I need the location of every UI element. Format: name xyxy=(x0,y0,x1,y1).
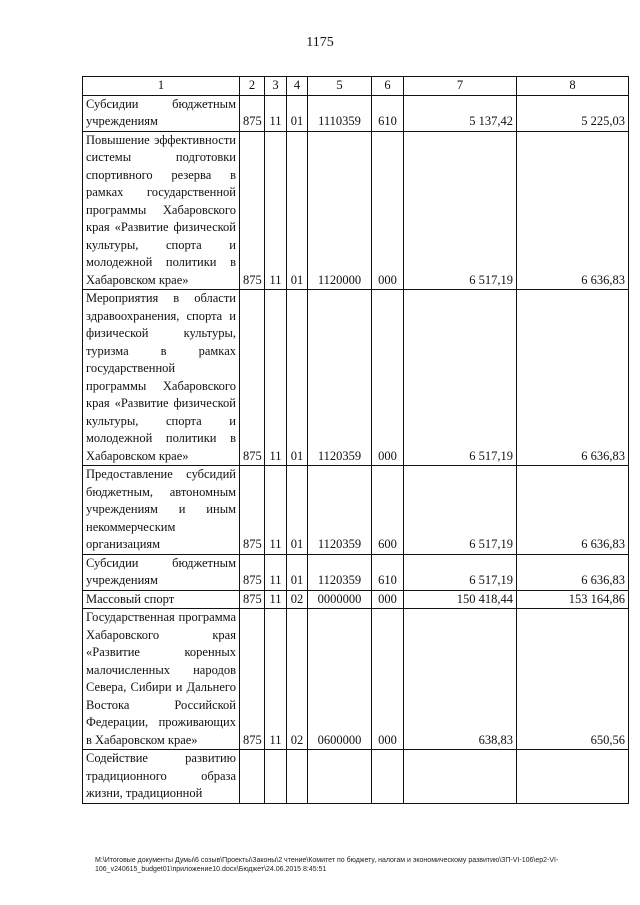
column-header: 6 xyxy=(372,77,404,96)
cell-section: 11 xyxy=(265,609,287,750)
cell-amount-1: 150 418,44 xyxy=(404,590,517,609)
cell-amount-2: 5 225,03 xyxy=(517,95,629,131)
cell-section: 11 xyxy=(265,131,287,290)
table-row xyxy=(83,554,629,590)
cell-section: 11 xyxy=(265,554,287,590)
cell-amount-2: 6 636,83 xyxy=(517,466,629,555)
cell-expense-type: 000 xyxy=(372,609,404,750)
row-name: Содействие развитию традиционного образа жизни, традиционной xyxy=(83,750,240,804)
table-row xyxy=(83,290,629,466)
cell-target-article: 1120000 xyxy=(308,131,372,290)
cell-amount-2: 6 636,83 xyxy=(517,131,629,290)
cell-subsection xyxy=(287,750,308,804)
cell-amount-2: 153 164,86 xyxy=(517,590,629,609)
cell-ministry: 875 xyxy=(240,131,265,290)
row-name: Массовый спорт xyxy=(83,590,240,609)
cell-target-article xyxy=(308,750,372,804)
cell-amount-2: 650,56 xyxy=(517,609,629,750)
cell-amount-1: 6 517,19 xyxy=(404,290,517,466)
cell-section: 11 xyxy=(265,290,287,466)
row-name: Государственная программа Хабаровского края «Развитие коренных малочисленных народов Севера, Сибири и Дальнего Востока Российской Федерации, проживающих в Хабаровском крае» xyxy=(83,609,240,750)
cell-target-article: 1110359 xyxy=(308,95,372,131)
cell-expense-type: 610 xyxy=(372,95,404,131)
cell-target-article: 1120359 xyxy=(308,290,372,466)
cell-ministry: 875 xyxy=(240,290,265,466)
cell-section: 11 xyxy=(265,590,287,609)
row-name: Субсидии бюджетным учреждениям xyxy=(83,95,240,131)
cell-subsection: 01 xyxy=(287,131,308,290)
cell-subsection: 01 xyxy=(287,466,308,555)
row-name: Мероприятия в области здравоохранения, спорта и физической культуры, туризма в рамках государственной программы Хабаровского края «Развитие физической культуры, спорта и молодежной политики в Хабаровском крае» xyxy=(83,290,240,466)
cell-expense-type: 000 xyxy=(372,131,404,290)
cell-amount-2: 6 636,83 xyxy=(517,290,629,466)
cell-amount-2: 6 636,83 xyxy=(517,554,629,590)
cell-amount-2 xyxy=(517,750,629,804)
cell-section: 11 xyxy=(265,466,287,555)
table-header-row xyxy=(83,77,629,96)
cell-expense-type: 000 xyxy=(372,290,404,466)
column-header: 1 xyxy=(83,77,240,96)
column-header: 3 xyxy=(265,77,287,96)
table-row xyxy=(83,466,629,555)
cell-subsection: 01 xyxy=(287,554,308,590)
cell-target-article: 1120359 xyxy=(308,554,372,590)
cell-ministry: 875 xyxy=(240,466,265,555)
cell-expense-type xyxy=(372,750,404,804)
table-row xyxy=(83,95,629,131)
column-header: 8 xyxy=(517,77,629,96)
cell-subsection: 02 xyxy=(287,590,308,609)
cell-section: 11 xyxy=(265,95,287,131)
cell-subsection: 01 xyxy=(287,95,308,131)
column-header: 2 xyxy=(240,77,265,96)
cell-amount-1: 6 517,19 xyxy=(404,466,517,555)
cell-ministry: 875 xyxy=(240,554,265,590)
cell-ministry xyxy=(240,750,265,804)
row-name: Предоставление субсидий бюджетным, автономным учреждениям и иным некоммерческим организациям xyxy=(83,466,240,555)
table-row xyxy=(83,131,629,290)
cell-target-article: 1120359 xyxy=(308,466,372,555)
cell-section xyxy=(265,750,287,804)
cell-expense-type: 000 xyxy=(372,590,404,609)
cell-amount-1: 6 517,19 xyxy=(404,131,517,290)
budget-table xyxy=(82,76,629,804)
cell-ministry: 875 xyxy=(240,590,265,609)
cell-target-article: 0000000 xyxy=(308,590,372,609)
cell-ministry: 875 xyxy=(240,609,265,750)
page-number: 1175 xyxy=(306,35,334,50)
column-header: 4 xyxy=(287,77,308,96)
cell-amount-1 xyxy=(404,750,517,804)
table-row xyxy=(83,590,629,609)
cell-amount-1: 638,83 xyxy=(404,609,517,750)
cell-subsection: 02 xyxy=(287,609,308,750)
cell-amount-1: 5 137,42 xyxy=(404,95,517,131)
cell-ministry: 875 xyxy=(240,95,265,131)
table-row xyxy=(83,750,629,804)
row-name: Субсидии бюджетным учреждениям xyxy=(83,554,240,590)
cell-expense-type: 600 xyxy=(372,466,404,555)
table-row xyxy=(83,609,629,750)
column-header: 7 xyxy=(404,77,517,96)
column-header: 5 xyxy=(308,77,372,96)
cell-subsection: 01 xyxy=(287,290,308,466)
row-name: Повышение эффективности системы подготовки спортивного резерва в рамках государственной программы Хабаровского края «Развитие физической культуры, спорта и молодежной политики в Хабаровском крае» xyxy=(83,131,240,290)
cell-amount-1: 6 517,19 xyxy=(404,554,517,590)
cell-target-article: 0600000 xyxy=(308,609,372,750)
cell-expense-type: 610 xyxy=(372,554,404,590)
file-path-footer: M:\Итоговые документы Думы\6 созыв\Проекты\Законы\2 чтение\Комитет по бюджету, налогам и экономическому развитию\ЗП-VI-106\ep2-VI-106_v240615_budget01\приложение10.docx\Бюджет\24.06.2015 8:45:51 xyxy=(95,857,559,873)
